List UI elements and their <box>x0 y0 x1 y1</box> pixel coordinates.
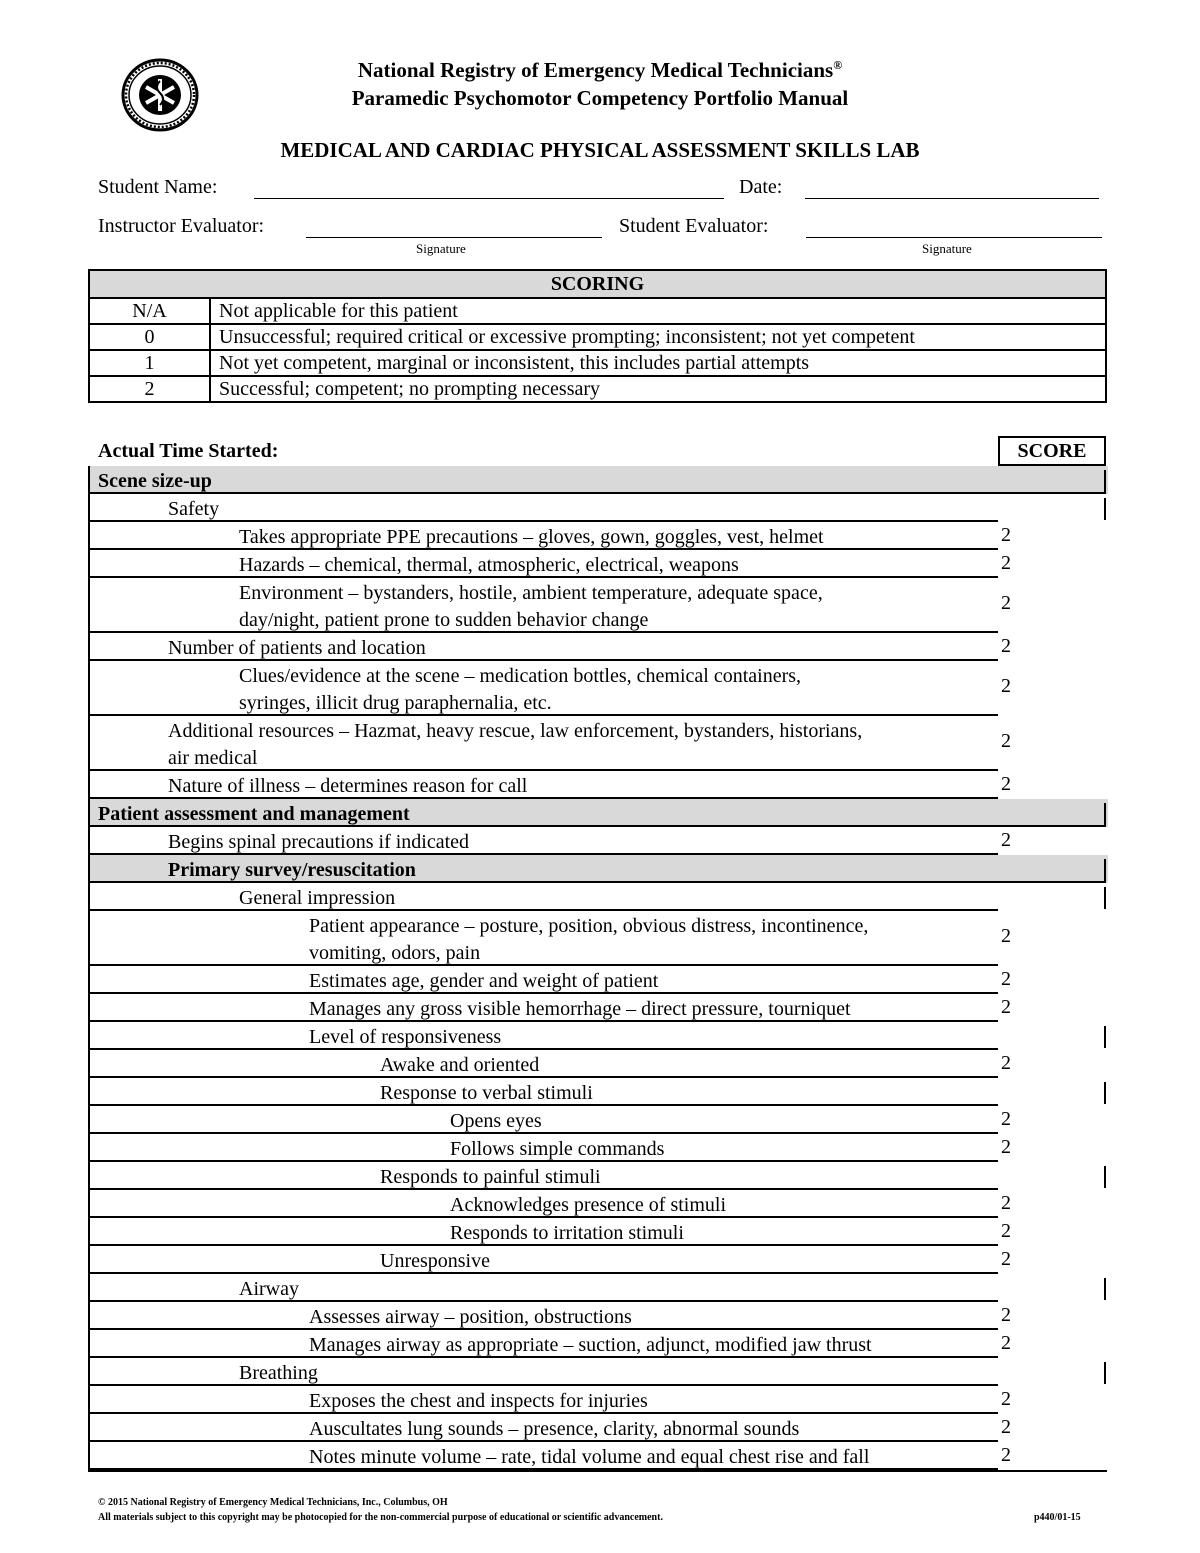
score-value[interactable]: 2 <box>1001 968 1011 990</box>
checklist-item-text: Acknowledges presence of stimuli <box>450 1194 727 1216</box>
left-border <box>88 855 90 883</box>
left-border <box>88 1414 90 1442</box>
left-border <box>88 1358 90 1386</box>
score-column-header: SCORE <box>998 436 1106 466</box>
organization-title: National Registry of Emergency Medical Technicians® <box>357 58 843 82</box>
checklist-item-text: Estimates age, gender and weight of patient <box>309 970 659 992</box>
checklist-item-text: Awake and oriented <box>380 1054 540 1076</box>
left-border <box>88 1022 90 1050</box>
checklist-item-text: Assesses airway – position, obstructions <box>309 1306 632 1328</box>
checklist-item-text: Scene size-up <box>98 470 212 492</box>
checklist-row <box>88 1414 1108 1442</box>
checklist-item-text: Patient assessment and management <box>98 803 410 825</box>
checklist-item-text: Follows simple commands <box>450 1138 665 1160</box>
left-border <box>88 522 90 550</box>
instructor-evaluator-label: Instructor Evaluator: <box>98 215 265 237</box>
checklist-row <box>88 494 1108 522</box>
score-column-border <box>1104 498 1106 520</box>
checklist-item-text: Response to verbal stimuli <box>380 1082 593 1104</box>
checklist-item-text: Opens eyes <box>450 1110 542 1132</box>
checklist-row <box>88 550 1108 578</box>
score-column-border <box>1104 1278 1106 1300</box>
checklist-row <box>88 1190 1108 1218</box>
checklist-row <box>88 1078 1108 1106</box>
left-border <box>88 633 90 661</box>
manual-title: Paramedic Psychomotor Competency Portfolio Manual <box>351 86 849 110</box>
checklist-item-text: Manages airway as appropriate – suction, adjunct, modified jaw thrust <box>309 1334 872 1356</box>
checklist-item-text: General impression <box>239 887 396 909</box>
checklist-row <box>88 466 1108 494</box>
left-border <box>88 1134 90 1162</box>
checklist-row <box>88 883 1108 911</box>
left-border <box>88 1190 90 1218</box>
score-column-border <box>1104 803 1106 825</box>
footer-form-id: p440/01-15 <box>1034 1512 1081 1523</box>
checklist-row <box>88 1050 1108 1078</box>
checklist-item-text: Hazards – chemical, thermal, atmospheric, electrical, weapons <box>239 554 739 576</box>
left-border <box>88 771 90 799</box>
score-value[interactable]: 2 <box>1001 996 1011 1018</box>
checklist-row <box>88 1274 1108 1302</box>
checklist-item-text: Additional resources – Hazmat, heavy rescue, law enforcement, bystanders, historians, air medical <box>168 720 863 769</box>
score-value[interactable]: 2 <box>1001 1220 1011 1242</box>
left-border <box>88 661 90 716</box>
checklist-row <box>88 855 1108 883</box>
score-value[interactable]: 2 <box>1001 675 1011 697</box>
checklist-row <box>88 716 1108 771</box>
score-value[interactable]: 2 <box>1001 1108 1011 1130</box>
student-evaluator-signature-field[interactable] <box>806 237 1102 238</box>
instructor-signature-caption: Signature <box>416 241 466 256</box>
instructor-signature-field[interactable] <box>306 237 602 238</box>
checklist-item-text: Clues/evidence at the scene – medication bottles, chemical containers, syringes, illicit drug paraphernalia, etc. <box>239 665 802 714</box>
left-border <box>88 1106 90 1134</box>
left-border <box>88 994 90 1022</box>
checklist-row <box>88 633 1108 661</box>
checklist-row <box>88 1022 1108 1050</box>
checklist-row <box>88 911 1108 966</box>
score-value[interactable]: 2 <box>1001 1052 1011 1074</box>
checklist-row <box>88 661 1108 716</box>
student-name-label: Student Name: <box>98 176 218 198</box>
score-column-border <box>1104 1026 1106 1048</box>
checklist-item-text: Unresponsive <box>380 1250 490 1272</box>
checklist-row <box>88 1302 1108 1330</box>
checklist-row <box>88 578 1108 633</box>
score-value[interactable]: 2 <box>1001 730 1011 752</box>
left-border <box>88 1246 90 1274</box>
left-border <box>88 716 90 771</box>
left-border <box>88 1386 90 1414</box>
left-border <box>88 1162 90 1190</box>
checklist-item-text: Auscultates lung sounds – presence, clarity, abnormal sounds <box>309 1418 800 1440</box>
checklist-row <box>88 1386 1108 1414</box>
checklist-row <box>88 799 1108 827</box>
checklist-item-text: Takes appropriate PPE precautions – gloves, gown, goggles, vest, helmet <box>239 526 824 548</box>
score-value[interactable]: 2 <box>1001 1304 1011 1326</box>
checklist-row <box>88 522 1108 550</box>
checklist-item-text: Airway <box>239 1278 299 1300</box>
scoring-key-table <box>88 269 1107 403</box>
score-column-border <box>1104 1082 1106 1104</box>
checklist-item-text: Breathing <box>239 1362 318 1384</box>
checklist-row <box>88 1162 1108 1190</box>
scoring-row: 1 Not yet competent, marginal or inconsistent, this includes partial attempts <box>89 350 1106 376</box>
score-value[interactable]: 2 <box>1001 524 1011 546</box>
score-value[interactable]: 2 <box>1001 552 1011 574</box>
checklist-item-text: Level of responsiveness <box>309 1026 502 1048</box>
footer-copyright: © 2015 National Registry of Emergency Medical Technicians, Inc., Columbus, OH <box>98 1497 448 1508</box>
checklist-item-text: Nature of illness – determines reason for call <box>168 775 528 797</box>
score-value[interactable]: 2 <box>1001 773 1011 795</box>
score-value[interactable]: 2 <box>1001 829 1011 851</box>
checklist-row <box>88 1330 1108 1358</box>
left-border <box>88 1330 90 1358</box>
checklist-row <box>88 1442 1108 1470</box>
left-border <box>88 1274 90 1302</box>
checklist-item-text: Begins spinal precautions if indicated <box>168 831 470 853</box>
score-column-border <box>1104 887 1106 909</box>
left-border <box>88 1442 90 1470</box>
score-value[interactable]: 2 <box>1001 1444 1011 1466</box>
actual-time-started-label: Actual Time Started: <box>98 440 279 462</box>
score-value[interactable]: 2 <box>1001 1136 1011 1158</box>
student-evaluator-label: Student Evaluator: <box>619 215 769 237</box>
left-border <box>88 883 90 911</box>
checklist-item-text: Number of patients and location <box>168 637 426 659</box>
date-field[interactable] <box>805 198 1099 199</box>
score-value[interactable]: 2 <box>1001 592 1011 614</box>
scoring-row: N/A Not applicable for this patient <box>89 298 1106 324</box>
score-value[interactable]: 2 <box>1001 1332 1011 1354</box>
checklist-item-text: Responds to painful stimuli <box>380 1166 601 1188</box>
left-border <box>88 578 90 633</box>
student-name-field[interactable] <box>254 198 724 199</box>
checklist-item-text: Primary survey/resuscitation <box>168 859 416 881</box>
score-value[interactable]: 2 <box>1001 1416 1011 1438</box>
scoring-title: SCORING <box>89 270 1106 298</box>
checklist-row <box>88 771 1108 799</box>
checklist-row <box>88 1134 1108 1162</box>
left-border <box>88 550 90 578</box>
checklist-item-text: Manages any gross visible hemorrhage – direct pressure, tourniquet <box>309 998 851 1020</box>
score-column-border <box>1104 470 1106 492</box>
left-border <box>88 1078 90 1106</box>
checklist-row <box>88 1358 1108 1386</box>
student-evaluator-signature-caption: Signature <box>922 241 972 256</box>
checklist-item-text: Patient appearance – posture, position, obvious distress, incontinence, vomiting, odors, pain <box>309 915 869 964</box>
left-border <box>88 827 90 855</box>
lab-title: MEDICAL AND CARDIAC PHYSICAL ASSESSMENT SKILLS LAB <box>280 138 920 162</box>
left-border <box>88 966 90 994</box>
score-column-border <box>1104 859 1106 881</box>
score-column-border <box>1104 1362 1106 1384</box>
checklist-item-text: Responds to irritation stimuli <box>450 1222 684 1244</box>
checklist-row <box>88 994 1108 1022</box>
left-border <box>88 1050 90 1078</box>
left-border <box>88 494 90 522</box>
scoring-row: 2 Successful; competent; no prompting necessary <box>89 376 1106 402</box>
left-border <box>88 799 90 827</box>
score-value[interactable]: 2 <box>1001 635 1011 657</box>
left-border <box>88 911 90 966</box>
checklist-row <box>88 1218 1108 1246</box>
checklist-item-text: Safety <box>168 498 220 520</box>
score-value[interactable]: 2 <box>1001 925 1011 947</box>
score-column-border <box>1104 1166 1106 1188</box>
checklist-item-text: Notes minute volume – rate, tidal volume and equal chest rise and fall <box>309 1446 870 1468</box>
left-border <box>88 1302 90 1330</box>
checklist-item-text: Environment – bystanders, hostile, ambient temperature, adequate space, day/night, patient prone to sudden behavior change <box>239 582 823 631</box>
date-label: Date: <box>739 176 783 198</box>
checklist-row <box>88 827 1108 855</box>
checklist-bottom-rule <box>88 1470 1107 1472</box>
footer-rights: All materials subject to this copyright may be photocopied for the non-commercial purpose of educational or scientific advancement. <box>98 1512 663 1523</box>
scoring-row: 0 Unsuccessful; required critical or excessive prompting; inconsistent; not yet competent <box>89 324 1106 350</box>
checklist-row <box>88 1106 1108 1134</box>
score-value[interactable]: 2 <box>1001 1388 1011 1410</box>
left-border <box>88 1218 90 1246</box>
left-border <box>88 466 90 494</box>
checklist-row <box>88 1246 1108 1274</box>
score-value[interactable]: 2 <box>1001 1192 1011 1214</box>
checklist-row <box>88 966 1108 994</box>
checklist-item-text: Exposes the chest and inspects for injuries <box>309 1390 648 1412</box>
score-value[interactable]: 2 <box>1001 1248 1011 1270</box>
